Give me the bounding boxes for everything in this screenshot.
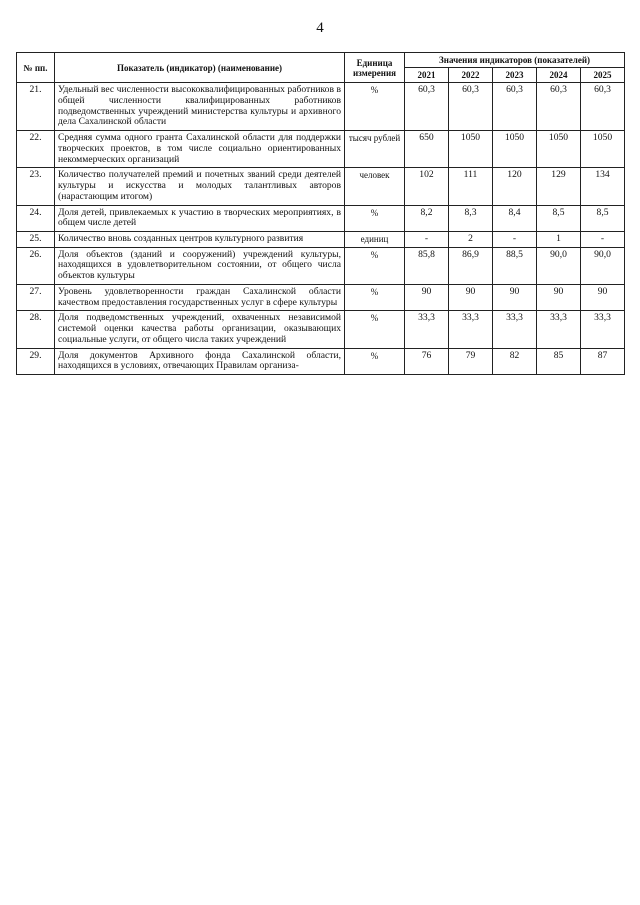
value-2023: 8,4 <box>493 205 537 231</box>
value-2025: 90 <box>581 284 625 310</box>
indicator-name: Удельный вес численности высококвалифицированных работников в общей численности квалифицированных работников подведомственных учреждений министерства культуры и архивного дела Сахалинской области <box>55 83 345 131</box>
table-row <box>17 168 625 205</box>
header-year-2024: 2024 <box>537 68 581 83</box>
value-2024: 85 <box>537 348 581 374</box>
table-row <box>17 247 625 284</box>
header-number: № пп. <box>17 53 55 83</box>
indicator-unit: человек <box>345 168 405 205</box>
header-year-2023: 2023 <box>493 68 537 83</box>
table-row <box>17 348 625 374</box>
page-number: 4 <box>316 20 324 36</box>
value-2023: 120 <box>493 168 537 205</box>
indicator-unit: тысяч рублей <box>345 131 405 168</box>
indicator-unit: % <box>345 284 405 310</box>
row-number: 27. <box>17 284 55 310</box>
value-2024: 1050 <box>537 131 581 168</box>
value-2022: 2 <box>449 231 493 247</box>
value-2021: 90 <box>405 284 449 310</box>
value-2021: 102 <box>405 168 449 205</box>
value-2023: 90 <box>493 284 537 310</box>
value-2025: 8,5 <box>581 205 625 231</box>
header-year-2021: 2021 <box>405 68 449 83</box>
value-2022: 33,3 <box>449 311 493 348</box>
indicator-unit: % <box>345 83 405 131</box>
row-number: 26. <box>17 247 55 284</box>
value-2021: 76 <box>405 348 449 374</box>
value-2021: 85,8 <box>405 247 449 284</box>
value-2025: 60,3 <box>581 83 625 131</box>
value-2022: 60,3 <box>449 83 493 131</box>
row-number: 29. <box>17 348 55 374</box>
value-2024: 1 <box>537 231 581 247</box>
value-2022: 86,9 <box>449 247 493 284</box>
value-2025: - <box>581 231 625 247</box>
indicator-name: Доля объектов (зданий и сооружений) учреждений культуры, находящихся в удовлетворительном состоянии, от общего числа объектов культуры <box>55 247 345 284</box>
value-2025: 1050 <box>581 131 625 168</box>
indicator-name: Доля детей, привлекаемых к участию в творческих мероприятиях, в общем числе детей <box>55 205 345 231</box>
row-number: 28. <box>17 311 55 348</box>
table-row <box>17 83 625 131</box>
value-2024: 33,3 <box>537 311 581 348</box>
value-2021: 60,3 <box>405 83 449 131</box>
indicator-name: Количество вновь созданных центров культурного развития <box>55 231 345 247</box>
indicator-name: Уровень удовлетворенности граждан Сахалинской области качеством предоставления государственных услуг в сфере культуры <box>55 284 345 310</box>
value-2023: 1050 <box>493 131 537 168</box>
indicator-unit: единиц <box>345 231 405 247</box>
table-row <box>17 131 625 168</box>
table-row <box>17 311 625 348</box>
indicator-unit: % <box>345 247 405 284</box>
value-2023: 33,3 <box>493 311 537 348</box>
table-row <box>17 284 625 310</box>
value-2022: 1050 <box>449 131 493 168</box>
value-2025: 134 <box>581 168 625 205</box>
value-2022: 90 <box>449 284 493 310</box>
row-number: 21. <box>17 83 55 131</box>
value-2023: 60,3 <box>493 83 537 131</box>
table-row <box>17 231 625 247</box>
row-number: 25. <box>17 231 55 247</box>
value-2021: 650 <box>405 131 449 168</box>
indicator-name: Количество получателей премий и почетных званий среди деятелей культуры и искусства и молодых талантливых авторов (нарастающим итогом) <box>55 168 345 205</box>
value-2023: 82 <box>493 348 537 374</box>
table-row <box>17 205 625 231</box>
value-2021: 8,2 <box>405 205 449 231</box>
value-2024: 90,0 <box>537 247 581 284</box>
indicator-unit: % <box>345 348 405 374</box>
value-2021: - <box>405 231 449 247</box>
value-2022: 79 <box>449 348 493 374</box>
header-values-group: Значения индикаторов (показателей) <box>405 53 625 68</box>
value-2023: - <box>493 231 537 247</box>
value-2024: 8,5 <box>537 205 581 231</box>
value-2022: 8,3 <box>449 205 493 231</box>
indicator-name: Доля подведомственных учреждений, охваченных независимой системой оценки качества работы организации, оказывающих социальные услуги, от общего числа таких учреждений <box>55 311 345 348</box>
indicator-unit: % <box>345 311 405 348</box>
header-row-1 <box>17 53 625 68</box>
header-year-2022: 2022 <box>449 68 493 83</box>
indicators-table <box>16 52 625 375</box>
value-2022: 111 <box>449 168 493 205</box>
value-2021: 33,3 <box>405 311 449 348</box>
row-number: 23. <box>17 168 55 205</box>
row-number: 22. <box>17 131 55 168</box>
value-2023: 88,5 <box>493 247 537 284</box>
indicator-name: Доля документов Архивного фонда Сахалинской области, находящихся в условиях, отвечающих Правилам организа- <box>55 348 345 374</box>
value-2024: 129 <box>537 168 581 205</box>
header-unit: Единица измерения <box>345 53 405 83</box>
value-2024: 60,3 <box>537 83 581 131</box>
value-2024: 90 <box>537 284 581 310</box>
row-number: 24. <box>17 205 55 231</box>
indicator-unit: % <box>345 205 405 231</box>
indicator-name: Средняя сумма одного гранта Сахалинской области для поддержки творческих проектов, в том числе социально ориентированных некоммерческих организаций <box>55 131 345 168</box>
value-2025: 87 <box>581 348 625 374</box>
header-indicator-name: Показатель (индикатор) (наименование) <box>55 53 345 83</box>
value-2025: 90,0 <box>581 247 625 284</box>
value-2025: 33,3 <box>581 311 625 348</box>
header-year-2025: 2025 <box>581 68 625 83</box>
